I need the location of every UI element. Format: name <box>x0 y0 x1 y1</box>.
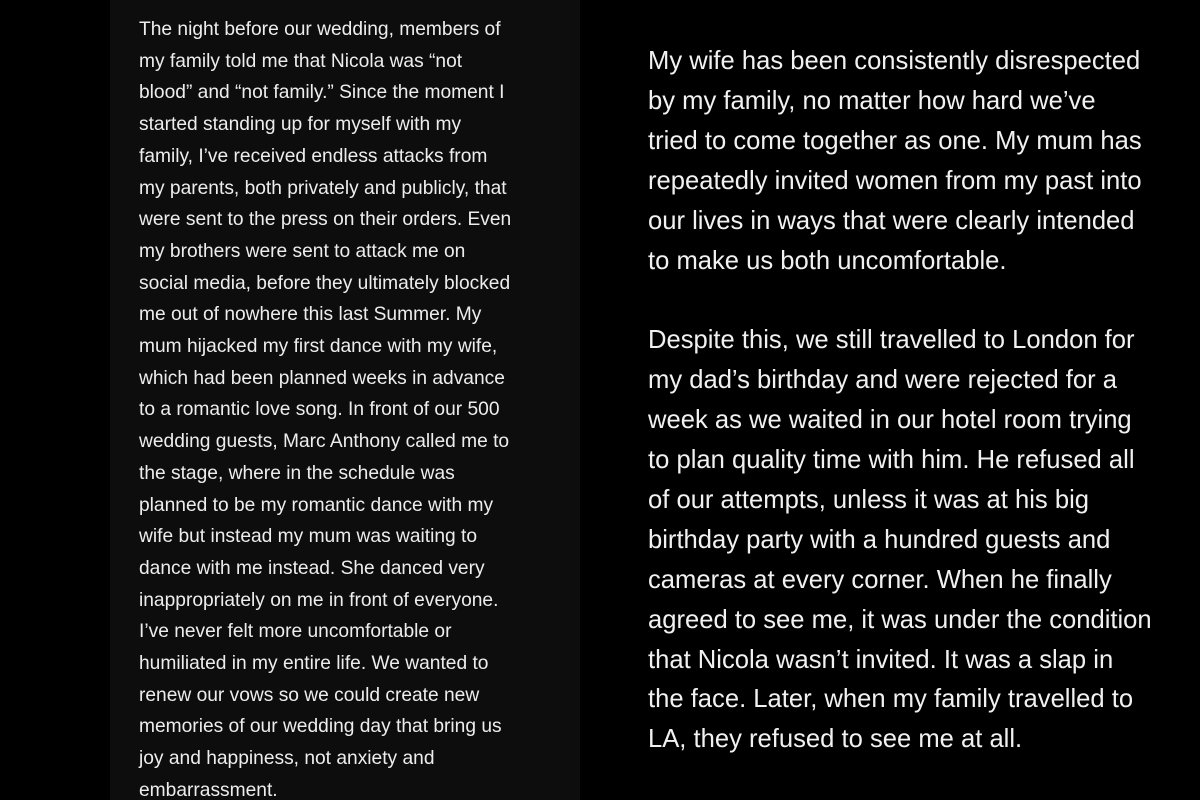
left-text-line: me out of nowhere this last Summer. My <box>139 304 482 326</box>
left-text-line: started standing up for myself with my <box>139 114 462 136</box>
left-text-line: embarrassment. <box>139 779 278 800</box>
left-text-line: planned to be my romantic dance with my <box>139 494 494 516</box>
right-text-line: to plan quality time with him. He refused all <box>648 446 1135 475</box>
left-text-line: my family told me that Nicola was “not <box>139 50 463 72</box>
left-text-line: wife but instead my mum was waiting to <box>139 526 478 548</box>
right-text-line: My wife has been consistently disrespected <box>648 47 1141 75</box>
right-text-line: agreed to see me, it was under the condition <box>648 605 1152 634</box>
left-statement-text <box>139 14 569 800</box>
left-text-line: my parents, both privately and publicly, that <box>139 177 507 199</box>
left-text-line: the stage, where in the schedule was <box>139 462 455 484</box>
left-text-line: wedding guests, Marc Anthony called me to <box>139 431 510 453</box>
right-text-line: cameras at every corner. When he finally <box>648 565 1112 594</box>
right-statement-text <box>648 42 1188 760</box>
left-text-line: were sent to the press on their orders. Even <box>139 209 512 231</box>
right-text-line: week as we waited in our hotel room trying <box>648 406 1132 435</box>
left-text-line: mum hijacked my first dance with my wife, <box>139 336 498 358</box>
right-text-line: of our attempts, unless it was at his big <box>648 485 1089 514</box>
left-text-line: The night before our wedding, members of <box>139 19 501 40</box>
right-text-line: birthday party with a hundred guests and <box>648 525 1111 554</box>
left-text-line: which had been planned weeks in advance <box>139 367 505 389</box>
right-text-line: by my family, no matter how hard we’ve <box>648 86 1096 115</box>
left-text-line: to a romantic love song. In front of our 500 <box>139 399 500 421</box>
right-text-line: the face. Later, when my family travelled to <box>648 685 1134 714</box>
left-text-line: social media, before they ultimately blocked <box>139 272 511 294</box>
right-text-line: our lives in ways that were clearly intended <box>648 206 1135 235</box>
left-text-line: blood” and “not family.” Since the moment I <box>139 82 505 104</box>
left-text-line: my brothers were sent to attack me on <box>139 240 466 262</box>
right-text-line: Despite this, we still travelled to London for <box>648 326 1135 355</box>
left-text-line: family, I’ve received endless attacks from <box>139 145 488 167</box>
left-text-line: dance with me instead. She danced very <box>139 557 485 579</box>
left-text-line: inappropriately on me in front of everyone. <box>139 589 499 611</box>
left-text-line: joy and happiness, not anxiety and <box>139 748 435 770</box>
right-text-line: repeatedly invited women from my past into <box>648 166 1142 195</box>
right-text-line: LA, they refused to see me at all. <box>648 725 1023 754</box>
right-text-line: to make us both uncomfortable. <box>648 246 1007 275</box>
left-text-line: memories of our wedding day that bring us <box>139 716 502 738</box>
right-paragraph-2 <box>648 321 1188 760</box>
left-text-line: renew our vows so we could create new <box>139 684 480 706</box>
right-text-line: that Nicola wasn’t invited. It was a slap in <box>648 645 1114 674</box>
left-text-line: I’ve never felt more uncomfortable or <box>139 621 452 643</box>
right-text-line: my dad’s birthday and were rejected for a <box>648 366 1117 395</box>
right-text-line: tried to come together as one. My mum has <box>648 126 1142 155</box>
right-paragraph-1 <box>648 42 1188 281</box>
left-text-line: humiliated in my entire life. We wanted to <box>139 653 489 675</box>
